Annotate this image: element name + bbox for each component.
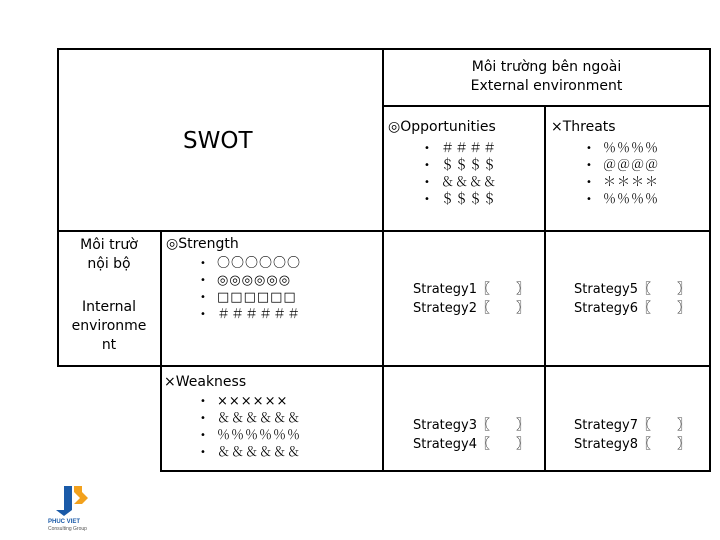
- list-item: • ＠＠＠＠: [586, 157, 659, 174]
- strategy-5: Strategy5〖 〗: [574, 282, 690, 297]
- strategy-8: Strategy8〖 〗: [574, 437, 690, 452]
- list-item: • ＆＆＆＆＆＆: [200, 444, 301, 461]
- opportunities-list: [424, 140, 497, 208]
- strategy-so-cell: [413, 280, 529, 318]
- table-right-border: [709, 48, 711, 472]
- weakness-list: [200, 393, 301, 461]
- external-env-label-en: External environment: [470, 78, 623, 94]
- strategy-wo-cell: [413, 416, 529, 454]
- strength-list: [200, 255, 301, 323]
- internal-env-label-en-2: environme: [71, 318, 147, 334]
- table-top-border: [57, 48, 711, 50]
- internal-env-label: [60, 236, 158, 355]
- internal-env-label-vi-1: Môi trườ: [80, 237, 138, 253]
- threats-list: [586, 140, 659, 208]
- strategy-7: Strategy7〖 〗: [574, 418, 690, 433]
- row-divider-1: [57, 230, 711, 232]
- strategy-6: Strategy6〖 〗: [574, 301, 690, 316]
- list-item: • ＊＊＊＊: [586, 174, 659, 191]
- list-item: • ％％％％％％: [200, 427, 301, 444]
- internal-env-label-en-1: Internal: [82, 299, 136, 315]
- strategy-3: Strategy3〖 〗: [413, 418, 529, 433]
- internal-bottom-border: [57, 365, 161, 367]
- list-item: • □□□□□□: [200, 289, 301, 306]
- list-item: • ◎◎◎◎◎◎: [200, 272, 301, 289]
- list-item: • ＃＃＃＃＃＃: [200, 306, 301, 323]
- strategy-wt-cell: [574, 416, 690, 454]
- strategy-1: Strategy1〖 〗: [413, 282, 529, 297]
- internal-env-label-vi-2: nội bộ: [87, 256, 131, 272]
- col-divider-internal: [160, 230, 162, 472]
- strength-title: ◎Strength: [166, 236, 239, 252]
- list-item: • 〇〇〇〇〇〇: [200, 255, 301, 272]
- col-divider-external: [382, 48, 384, 472]
- list-item: • ＄＄＄＄: [424, 157, 497, 174]
- row-divider-2: [160, 365, 711, 367]
- logo-mark-icon: [52, 484, 92, 518]
- company-logo: [48, 484, 98, 538]
- opportunities-title: ◎Opportunities: [388, 119, 496, 135]
- logo-tagline: Consulting Group: [48, 526, 87, 532]
- external-env-label-vi: Môi trường bên ngoài: [471, 59, 622, 75]
- list-item: • ％％％％: [586, 140, 659, 157]
- table-left-border: [57, 48, 59, 367]
- strategy-st-cell: [574, 280, 690, 318]
- table-bottom-border: [160, 470, 711, 472]
- list-item: • ＆＆＆＆: [424, 174, 497, 191]
- weakness-title: ×Weakness: [164, 374, 247, 390]
- list-item: • ××××××: [200, 393, 301, 410]
- list-item: • ＆＆＆＆＆＆: [200, 410, 301, 427]
- logo-name: PHUC VIET: [48, 519, 81, 525]
- swot-title: SWOT: [183, 128, 253, 154]
- external-env-header: [384, 58, 709, 96]
- list-item: • ＄＄＄＄: [424, 191, 497, 208]
- header-divider: [382, 105, 711, 107]
- strategy-2: Strategy2〖 〗: [413, 301, 529, 316]
- threats-title: ×Threats: [551, 119, 616, 135]
- strategy-4: Strategy4〖 〗: [413, 437, 529, 452]
- col-divider-threats: [544, 105, 546, 472]
- list-item: • ％％％％: [586, 191, 659, 208]
- internal-env-label-en-3: nt: [101, 337, 117, 353]
- list-item: • ＃＃＃＃: [424, 140, 497, 157]
